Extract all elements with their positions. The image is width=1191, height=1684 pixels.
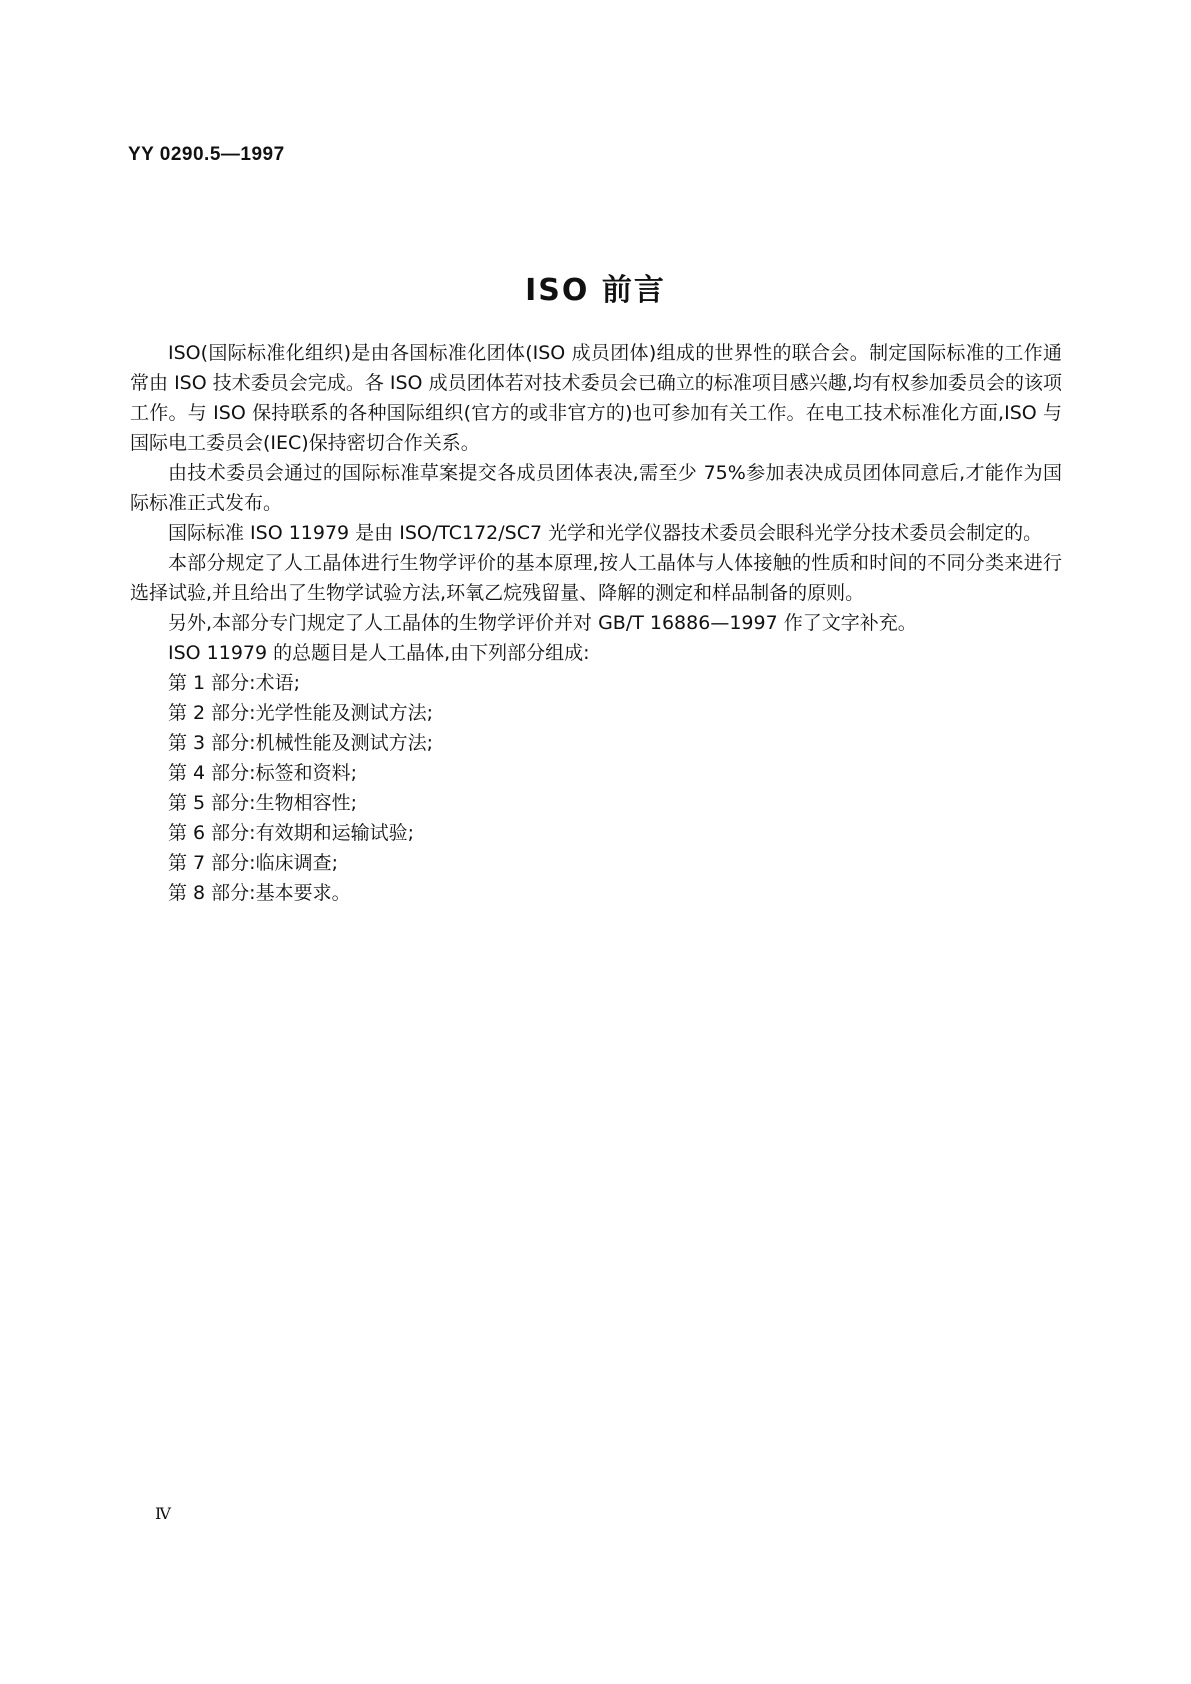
standard-number: YY 0290.5—1997 — [128, 144, 285, 165]
page-number: Ⅳ — [155, 1504, 171, 1523]
list-item: 第 1 部分:术语; — [168, 672, 300, 694]
paragraph: 另外,本部分专门规定了人工晶体的生物学评价并对 GB/T 16886—1997 作了文字补充。 — [168, 612, 917, 634]
list-item: 第 8 部分:基本要求。 — [168, 882, 351, 904]
list-item: 第 5 部分:生物相容性; — [168, 792, 357, 814]
list-item: 第 2 部分:光学性能及测试方法; — [168, 702, 433, 724]
parts-list — [130, 668, 1062, 908]
paragraph: 本部分规定了人工晶体进行生物学评价的基本原理,按人工晶体与人体接触的性质和时间的不同分类来进行选择试验,并且给出了生物学试验方法,环氧乙烷残留量、降解的测定和样品制备的原则。 — [130, 552, 1062, 604]
list-item: 第 6 部分:有效期和运输试验; — [168, 822, 414, 844]
page-title: ISO 前言 — [525, 273, 666, 308]
document-body — [130, 338, 1062, 908]
paragraph: 由技术委员会通过的国际标准草案提交各成员团体表决,需至少 75%参加表决成员团体同意后,才能作为国际标准正式发布。 — [130, 462, 1062, 514]
paragraph: 国际标准 ISO 11979 是由 ISO/TC172/SC7 光学和光学仪器技术委员会眼科光学分技术委员会制定的。 — [168, 522, 1043, 544]
list-item: 第 7 部分:临床调查; — [168, 852, 338, 874]
list-item: 第 3 部分:机械性能及测试方法; — [168, 732, 433, 754]
list-item: 第 4 部分:标签和资料; — [168, 762, 357, 784]
paragraph: ISO 11979 的总题目是人工晶体,由下列部分组成: — [168, 642, 590, 664]
paragraph: ISO(国际标准化组织)是由各国标准化团体(ISO 成员团体)组成的世界性的联合会。制定国际标准的工作通常由 ISO 技术委员会完成。各 ISO 成员团体若对技术委员会已确立的标准项目感兴趣,均有权参加委员会的该项工作。与 ISO 保持联系的各种国际组织(官方的或非官方的)也可参加有关工作。在电工技术标准化方面,ISO 与国际电工委员会(IEC)保持密切合作关系。 — [130, 342, 1062, 454]
